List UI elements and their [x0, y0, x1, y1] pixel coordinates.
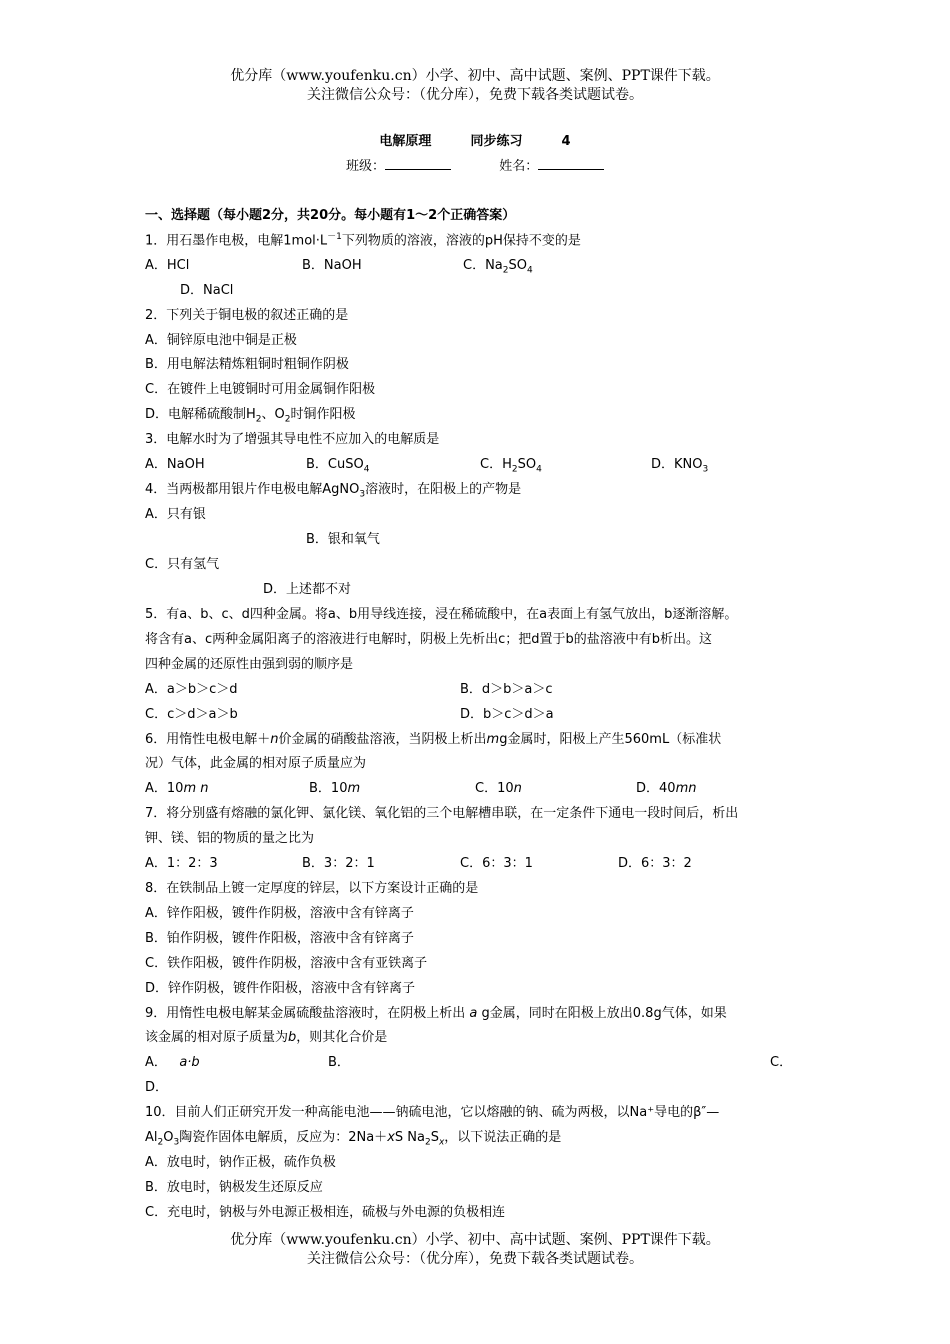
q3-option-a: A．NaOH	[145, 457, 205, 472]
q9-option-c: C．	[770, 1055, 793, 1070]
page-title	[0, 130, 950, 149]
q3-option-b: B．CuSO$_4$	[306, 457, 370, 475]
q2-stem: 2．下列关于铜电极的叙述正确的是	[145, 308, 349, 323]
q7-option-d: D．6：3：2	[618, 856, 692, 871]
q8-option-a: A．锌作阳极，镀件作阴极，溶液中含有锌离子	[145, 906, 414, 921]
q9-line-1: 9．用惰性电极电解某金属硫酸盐溶液时，在阴极上析出 a g金属，同时在阳极上放出0.8g气体，如果	[145, 1006, 727, 1021]
name-label: 姓名：	[499, 159, 539, 174]
name-blank[interactable]	[538, 157, 604, 170]
q3-option-d: D．$KNO_3$	[651, 457, 709, 475]
q5-line-3: 四种金属的还原性由强到弱的顺序是	[145, 657, 354, 672]
q1-option-c: C．$Na_2SO_4$	[463, 258, 533, 276]
q7-line-1: 7．将分别盛有熔融的氯化钾、氯化镁、氧化铝的三个电解槽串联，在一定条件下通电一段时间后，析出	[145, 806, 739, 821]
q7-option-a: A．1：2：3	[145, 856, 218, 871]
q5-option-c: C．c＞d＞a＞b	[145, 707, 238, 722]
q9-line-2: 该金属的相对原子质量为b，则其化合价是	[145, 1030, 388, 1045]
q2-option-c: C．在镀件上电镀铜时可用金属铜作阳极	[145, 382, 376, 397]
class-blank[interactable]	[385, 157, 451, 170]
q6-line-1: 6．用惰性电极电解＋n价金属的硝酸盐溶液，当阴极上析出mg金属时，阳极上产生560mL（标准状	[145, 732, 722, 747]
q7-line-2: 钾、镁、铝的物质的量之比为	[145, 831, 315, 846]
class-label: 班级：	[346, 159, 386, 174]
q1-option-a: A．HCl	[145, 258, 190, 273]
q10-line-1: 10．目前人们正研究开发一种高能电池——钠硫电池，它以熔融的钠、硫为两极，以Na⁺导电的β″—	[145, 1105, 720, 1120]
q6-option-d: D．40mn	[636, 781, 697, 796]
q10-line-2: $Al_2O_3$陶瓷作固体电解质，反应为：2Na＋xS $Na_2S_x$，以下说法正确的是	[145, 1130, 562, 1148]
q2-option-b: B．用电解法精炼粗铜时粗铜作阴极	[145, 357, 349, 372]
q10-option-c: C．充电时，钠极与外电源正极相连，硫极与外电源的负极相连	[145, 1205, 506, 1220]
student-info	[346, 155, 604, 174]
q8-stem: 8．在铁制品上镀一定厚度的锌层，以下方案设计正确的是	[145, 881, 479, 896]
q1-option-b: B．NaOH	[302, 258, 362, 273]
q8-option-b: B．铂作阴极，镀件作阳极，溶液中含有锌离子	[145, 931, 414, 946]
q5-option-a: A．a＞b＞c＞d	[145, 682, 238, 697]
q10-option-b: B．放电时，钠极发生还原反应	[145, 1180, 323, 1195]
q4-option-a: A．只有银	[145, 507, 206, 522]
q9-option-b: B．	[328, 1055, 350, 1070]
q6-option-a: A．10m n	[145, 781, 209, 796]
q8-option-c: C．铁作阳极，镀件作阴极，溶液中含有亚铁离子	[145, 956, 428, 971]
q7-option-b: B．3：2：1	[302, 856, 375, 871]
q9-option-d: D．	[145, 1080, 169, 1095]
title-part-1: 电解原理	[379, 134, 432, 149]
q5-option-b: B．d＞b＞a＞c	[460, 682, 553, 697]
footer-line-1: 优分库（www.youfenku.cn）小学、初中、高中试题、案例、PPT课件下载。	[230, 1232, 720, 1248]
section-heading: 一、选择题（每小题2分，共20分。每小题有1～2个正确答案）	[145, 208, 516, 223]
q1-option-d: D．NaCl	[180, 283, 234, 298]
q6-line-2: 况）气体，此金属的相对原子质量应为	[145, 756, 367, 771]
header-line-2: 关注微信公众号：（优分库），免费下载各类试题试卷。	[307, 87, 643, 103]
q9-option-a: A． a·b	[145, 1055, 200, 1070]
q6-option-b: B．10m	[309, 781, 361, 796]
q4-stem: 4．当两极都用银片作电极电解AgNO$_3$溶液时，在阳极上的产物是	[145, 482, 522, 500]
q8-option-d: D．锌作阴极，镀件作阳极，溶液中含有锌离子	[145, 981, 416, 996]
q4-option-d: D．上述都不对	[263, 582, 352, 597]
q2-option-d: D．电解稀硫酸制$H_2$、$O_2$时铜作阳极	[145, 407, 356, 425]
q1-stem: 1．用石墨作电极，电解$1mol\cdot L^{-1}$下列物质的溶液，溶液的pH保持不变的是	[145, 232, 581, 249]
title-part-3: 4	[561, 134, 571, 149]
q5-line-2: 将含有a、c两种金属阳离子的溶液进行电解时，阴极上先析出c；把d置于b的盐溶液中有b析出。这	[145, 632, 713, 647]
q4-option-b: B．银和氧气	[306, 532, 380, 547]
header-line-1: 优分库（www.youfenku.cn）小学、初中、高中试题、案例、PPT课件下载。	[230, 68, 720, 84]
q3-option-c: C．$H_2SO_4$	[480, 457, 542, 475]
footer-line-2: 关注微信公众号：（优分库），免费下载各类试题试卷。	[307, 1251, 643, 1267]
q4-option-c: C．只有氢气	[145, 557, 220, 572]
q2-option-a: A．铜锌原电池中铜是正极	[145, 333, 297, 348]
q10-option-a: A．放电时，钠作正极，硫作负极	[145, 1155, 336, 1170]
q5-line-1: 5．有a、b、c、d四种金属。将a、b用导线连接，浸在稀硫酸中，在a表面上有氢气放出，b逐渐溶解。	[145, 607, 738, 622]
q3-stem: 3．电解水时为了增强其导电性不应加入的电解质是	[145, 432, 440, 447]
title-part-2: 同步练习	[470, 134, 523, 149]
q7-option-c: C．6：3：1	[460, 856, 533, 871]
q6-option-c: C．10n	[475, 781, 522, 796]
q5-option-d: D．b＞c＞d＞a	[460, 707, 554, 722]
